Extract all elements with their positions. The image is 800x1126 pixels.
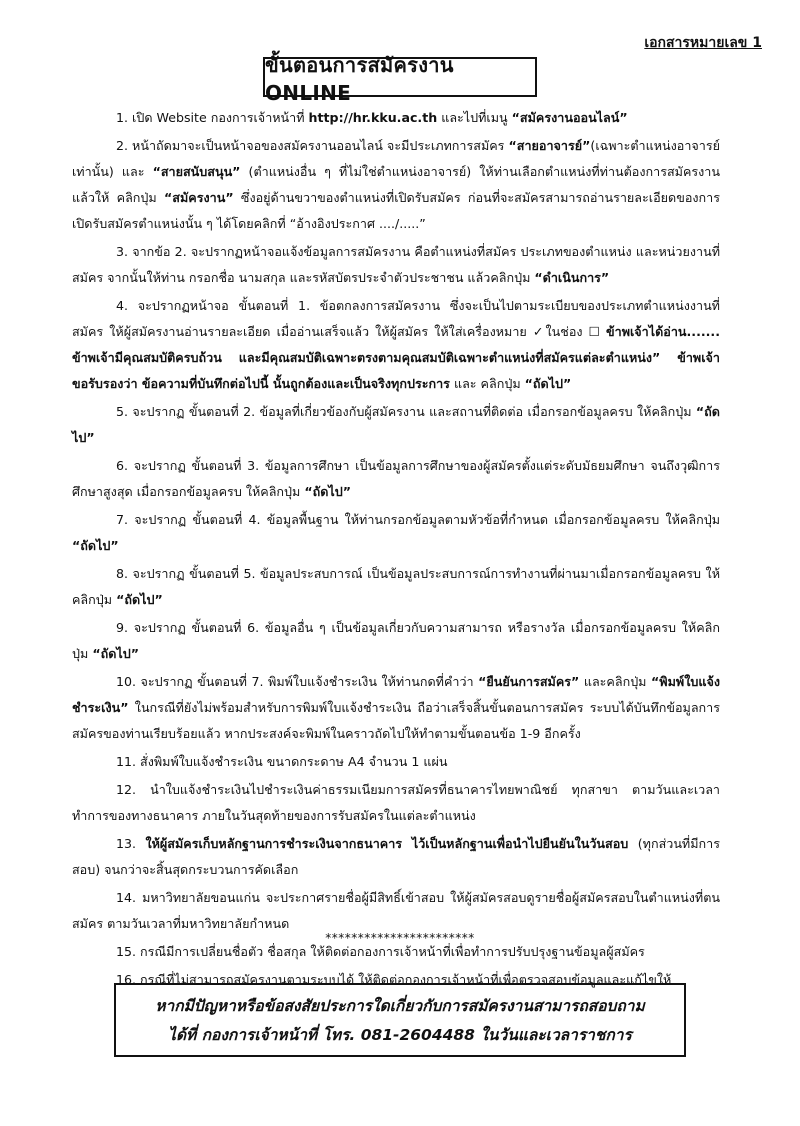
step-text: ซึ่งอยู่ด้านขวาของตำแหน่งที่เปิดรับสมัคร ก่อนที่จะสมัครสามารถอ่านรายละเอียดของการเปิดรับสมัครตำแหน่งนั้น ๆ ได้โดยคลิกที่ “อ้างอิงประกาศ ..../.....”	[72, 190, 720, 231]
step-text: และไปที่เมนู	[437, 110, 512, 125]
step-text-bold: “ดำเนินการ”	[534, 270, 610, 285]
page-title	[263, 53, 537, 105]
step-text: และคลิกปุ่ม	[579, 674, 652, 689]
step-text-bold: “พิมพ์ใบแจ้งชำระเงิน”	[72, 674, 720, 715]
document-number: เอกสารหมายเลข 1	[644, 35, 762, 51]
step-text-bold: “ถัดไป”	[304, 484, 352, 499]
step-text-bold: ข้าพเจ้าได้อ่าน....... ข้าพเจ้ามีคุณสมบัติครบถ้วน และมีคุณสมบัติเฉพาะตรงตามคุณสมบัติเฉพาะตำแหน่งที่สมัครแต่ละตำแหน่ง” ข้าพเจ้าขอรับรองว่า ข้อความที่บันทึกต่อไปนี้ นั้นถูกต้องและเป็นจริงทุกประการ	[72, 324, 720, 391]
step-item	[72, 777, 720, 829]
step-text: 1. เปิด Website กองการเจ้าหน้าที่	[116, 110, 309, 125]
step-text-bold: “ถัดไป”	[524, 376, 572, 391]
step-item	[72, 105, 720, 131]
step-text: และ คลิกปุ่ม	[449, 376, 525, 391]
step-text: 12. นำใบแจ้งชำระเงินไปชำระเงินค่าธรรมเนียมการสมัครที่ธนาคารไทยพาณิชย์ ทุกสาขา ตามวันและเวลาทำการของทางธนาคาร ภายในวันสุดท้ายของการรับสมัครในแต่ละตำแหน่ง	[72, 782, 720, 823]
step-item	[72, 561, 720, 613]
contact-line-1: หากมีปัญหาหรือข้อสงสัยประการใดเกี่ยวกับการสมัครงานสามารถสอบถาม	[155, 997, 645, 1015]
step-item	[72, 831, 720, 883]
step-text-bold: “สมัครงานออนไลน์”	[511, 110, 628, 125]
step-text-bold: “ถัดไป”	[72, 404, 720, 445]
step-text-bold: “ถัดไป”	[116, 592, 163, 607]
step-item	[72, 239, 720, 291]
step-text-bold: “ยืนยันการสมัคร”	[478, 674, 580, 689]
step-text-bold: ให้ผู้สมัครเก็บหลักฐานการชำระเงินจากธนาคาร ไว้เป็นหลักฐานเพื่อนำไปยืนยันในวันสอบ	[145, 836, 629, 851]
step-item	[72, 885, 720, 937]
contact-line-2: ได้ที่ กองการเจ้าหน้าที่ โทร. 081-2604488 ในวันและเวลาราชการ	[168, 1026, 632, 1044]
contact-box	[114, 983, 686, 1057]
step-item	[72, 399, 720, 451]
step-text: 11. สั่งพิมพ์ใบแจ้งชำระเงิน ขนาดกระดาษ A4 จำนวน 1 แผ่น	[116, 754, 448, 769]
step-item	[72, 749, 720, 775]
steps-list	[72, 105, 720, 995]
step-text: 7. จะปรากฏ ขั้นตอนที่ 4. ข้อมูลพื้นฐาน ให้ท่านกรอกข้อมูลตามหัวข้อที่กำหนด เมื่อกรอกข้อมูลครบ ให้คลิกปุ่ม	[116, 512, 720, 527]
step-text: 4. จะปรากฏหน้าจอ ขั้นตอนที่ 1. ข้อตกลงการสมัครงาน ซึ่งจะเป็นไปตามระเบียบของประเภทตำแหน่งงานที่สมัคร ให้ผู้สมัครงานอ่านรายละเอียด เมื่ออ่านเสร็จแล้ว ให้ผู้สมัคร ให้ใส่เครื่องหมาย ✓ในช่อง ☐	[72, 298, 720, 339]
step-text-bold: “ถัดไป”	[92, 646, 139, 661]
step-text: ในกรณีที่ยังไม่พร้อมสำหรับการพิมพ์ใบแจ้งชำระเงิน ถือว่าเสร็จสิ้นขั้นตอนการสมัคร ระบบได้บันทึกข้อมูลการสมัครของท่านเรียบร้อยแล้ว หากประสงค์จะพิมพ์ในคราวถัดไปให้ทำตามขั้นตอนข้อ 1-9 อีกครั้ง	[72, 700, 720, 741]
step-text: (เฉพาะตำแหน่งอาจารย์เท่านั้น) และ	[72, 138, 720, 179]
separator: ***********************	[325, 931, 475, 945]
step-text: 9. จะปรากฏ ขั้นตอนที่ 6. ข้อมูลอื่น ๆ เป็นข้อมูลเกี่ยวกับความสามารถ หรือรางวัล เมื่อกรอกข้อมูลครบ ให้คลิกปุ่ม	[72, 620, 720, 661]
step-text-bold: “สายอาจารย์”	[508, 138, 591, 153]
step-text-bold: http://hr.kku.ac.th	[308, 110, 438, 125]
step-text: 14. มหาวิทยาลัยขอนแก่น จะประกาศรายชื่อผู้มีสิทธิ์เข้าสอบ ให้ผู้สมัครสอบดูรายชื่อผู้สมัครสอบในตำแหน่งที่ตนสมัคร ตามวันเวลาที่มหาวิทยาลัยกำหนด	[72, 890, 720, 931]
step-text: 2. หน้าถัดมาจะเป็นหน้าจอของสมัครงานออนไลน์ จะมีประเภทการสมัคร	[116, 138, 509, 153]
step-text-bold: “สมัครงาน”	[164, 190, 234, 205]
step-item	[72, 507, 720, 559]
step-text-bold: “สายสนับสนุน”	[152, 164, 241, 179]
step-text: 5. จะปรากฏ ขั้นตอนที่ 2. ข้อมูลที่เกี่ยวข้องกับผู้สมัครงาน และสถานที่ติดต่อ เมื่อกรอกข้อมูลครบ ให้คลิกปุ่ม	[116, 404, 696, 419]
step-text: 10. จะปรากฏ ขั้นตอนที่ 7. พิมพ์ใบแจ้งชำระเงิน ให้ท่านกดที่คำว่า	[116, 674, 479, 689]
step-item	[72, 293, 720, 397]
step-item	[72, 133, 720, 237]
page-title-text: ขั้นตอนการสมัครงาน ONLINE	[265, 53, 454, 105]
step-text: 15. กรณีมีการเปลี่ยนชื่อตัว ชื่อสกุล ให้ติดต่อกองการเจ้าหน้าที่เพื่อทำการปรับปรุงฐานข้อมูลผู้สมัคร	[116, 944, 645, 959]
step-text: (ทุกส่วนที่มีการสอบ) จนกว่าจะสิ้นสุดกระบวนการคัดเลือก	[72, 836, 720, 877]
step-item	[72, 669, 720, 747]
step-item	[72, 453, 720, 505]
step-text: 3. จากข้อ 2. จะปรากฏหน้าจอแจ้งข้อมูลการสมัครงาน คือตำแหน่งที่สมัคร ประเภทของตำแหน่ง และหน่วยงานที่สมัคร จากนั้นให้ท่าน กรอกชื่อ นามสกุล และรหัสบัตรประจำตัวประชาชน แล้วคลิกปุ่ม	[72, 244, 720, 285]
step-text: 8. จะปรากฏ ขั้นตอนที่ 5. ข้อมูลประสบการณ์ เป็นข้อมูลประสบการณ์การทำงานที่ผ่านมาเมื่อกรอกข้อมูลครบ ให้คลิกปุ่ม	[72, 566, 720, 607]
step-text: (ตำแหน่งอื่น ๆ ที่ไม่ใช่ตำแหน่งอาจารย์) ให้ท่านเลือกตำแหน่งที่ท่านต้องการสมัครงาน แล้วให้ คลิกปุ่ม	[72, 164, 720, 205]
step-text: 6. จะปรากฏ ขั้นตอนที่ 3. ข้อมูลการศึกษา เป็นข้อมูลการศึกษาของผู้สมัครตั้งแต่ระดับมัธยมศึกษา จนถึงวุฒิการศึกษาสูงสุด เมื่อกรอกข้อมูลครบ ให้คลิกปุ่ม	[72, 458, 720, 499]
step-item	[72, 615, 720, 667]
step-text: 16. กรณีที่ไม่สามารถสมัครงานตามระบบได้ ให้ติดต่อกองการเจ้าหน้าที่เพื่อตรวจสอบข้อมูลและแก้ไขให้	[116, 972, 672, 987]
step-text: 13.	[116, 836, 146, 851]
step-text-bold: “ถัดไป”	[72, 538, 119, 553]
